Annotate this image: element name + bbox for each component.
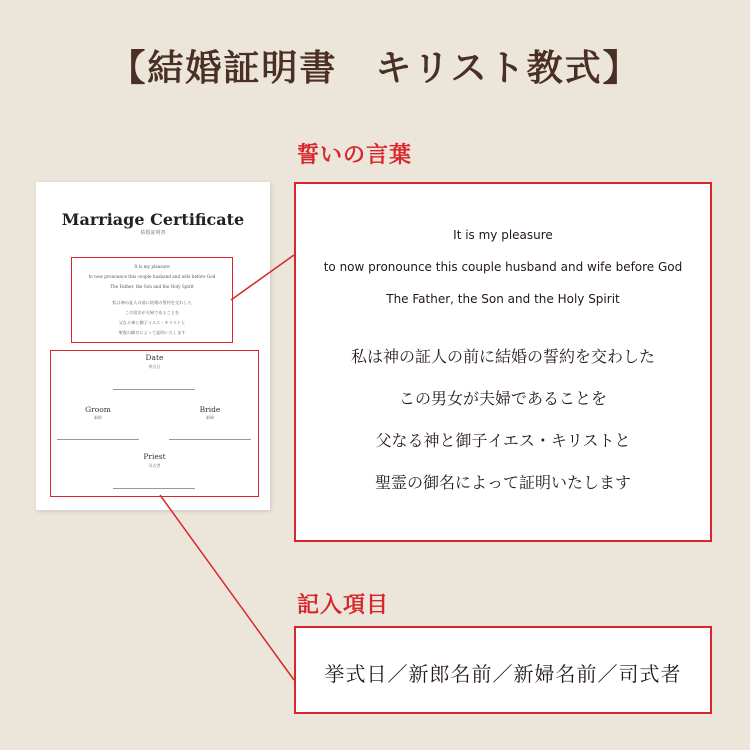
small-vow-en-line: It is my pleasure [134,264,170,269]
vow-en-line: It is my pleasure [453,228,553,242]
certificate-entry-highlight [50,350,259,497]
entry-section-label: 記入項目 [297,593,390,618]
page-title: 【結婚証明書 キリスト教式】 [109,48,641,89]
vow-jp-line: この男女が夫婦であることを [398,389,607,408]
vow-en-line: The Father, the Son and the Holy Spirit [386,292,620,306]
date-sublabel: 挙式日 [148,364,161,369]
small-vow-jp-line: 私は神の証人の前に結婚の誓約を交わした [112,300,192,305]
vow-jp-line: 父なる神と御子イエス・キリストと [375,431,631,450]
date-line [113,389,195,390]
small-vow-jp-line: この男女が夫婦であることを [124,310,180,315]
entry-connector-line [160,495,294,680]
certificate-preview [36,182,270,510]
vow-section-label: 誓いの言葉 [297,143,413,168]
small-vow-jp-line: 父なる神と御子イエス・キリストと [118,320,186,325]
date-label: Date [145,353,164,362]
small-vow-en-line: The Father, the Son and the Holy Spirit [110,284,194,289]
small-vow-en-line: to now pronounce this couple husband and wife before God [88,274,216,279]
bride-label: Bride [199,405,221,414]
priest-label: Priest [143,452,166,461]
entry-items-box [294,626,712,714]
vow-jp-line: 私は神の証人の前に結婚の誓約を交わした [350,347,655,366]
certificate-vow-highlight [71,257,233,343]
vow-en-line: to now pronounce this couple husband and wife before God [323,260,683,274]
certificate-subtitle: 結婚証明書 [140,230,166,236]
bride-sublabel: 新婦 [206,415,214,420]
certificate-title: Marriage Certificate [61,210,245,229]
vow-jp-line: 聖霊の御名によって証明いたします [374,473,631,492]
groom-line [57,439,139,440]
groom-label: Groom [85,405,111,414]
priest-sublabel: 司式者 [148,463,161,468]
priest-line [113,488,195,489]
entry-items-text: 挙式日／新郎名前／新婦名前／司式者 [324,662,682,686]
bride-line [169,439,251,440]
groom-sublabel: 新郎 [94,415,102,420]
vow-text-box [294,182,712,542]
small-vow-jp-line: 聖霊の御名によって証明いたします [118,330,186,335]
